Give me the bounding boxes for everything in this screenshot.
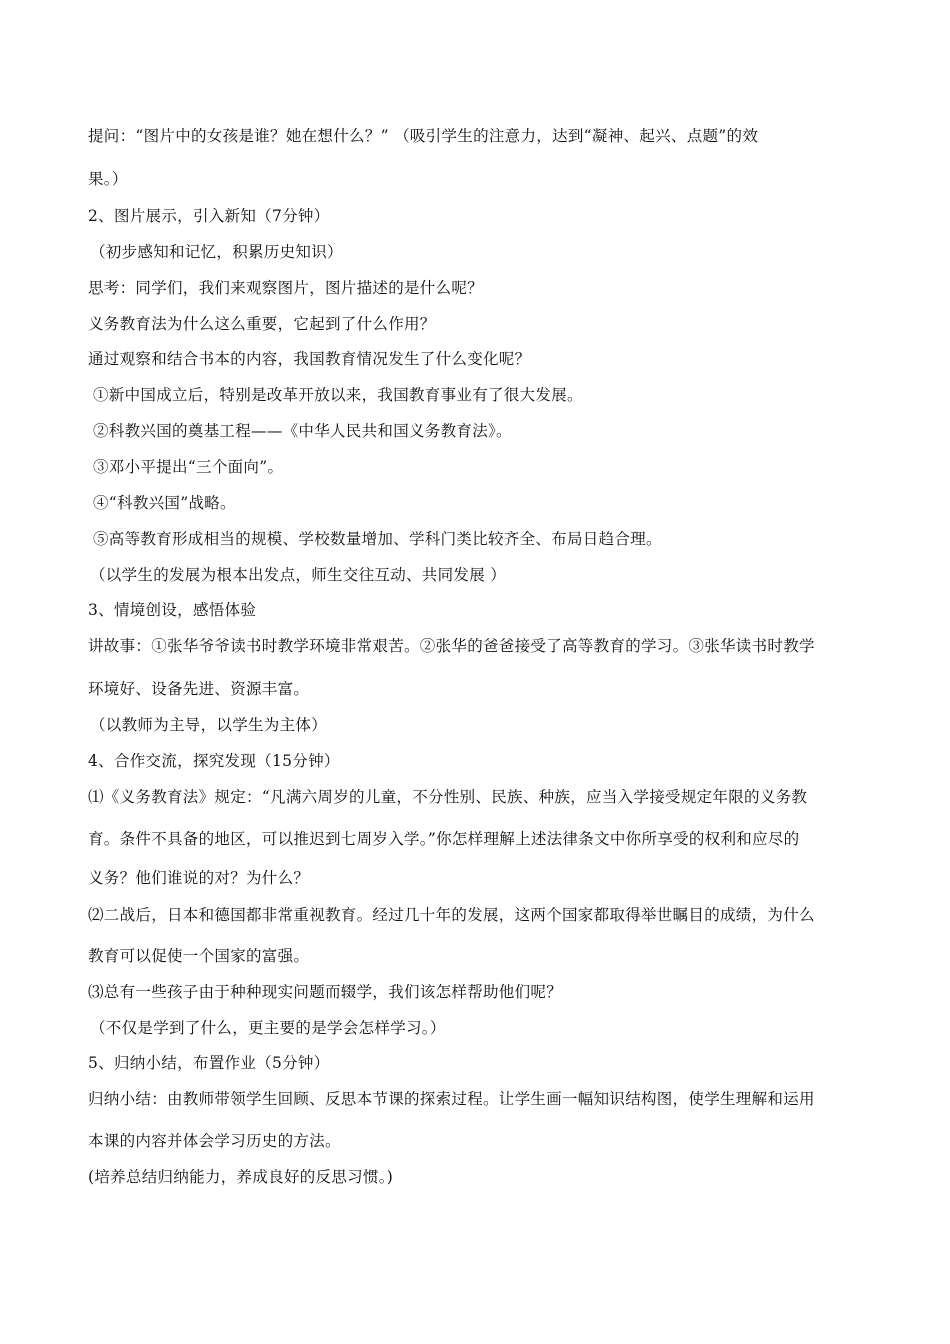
- section-heading: 5、归纳小结，布置作业（5分钟）: [88, 1054, 330, 1072]
- text-line: （不仅是学到了什么，更主要的是学会怎样学习。）: [90, 1019, 446, 1037]
- list-item: ⑤高等教育形成相当的规模、学校数量增加、学科门类比较齐全、布局日趋合理。: [93, 530, 662, 548]
- text-line: 提问：“图片中的女孩是谁？她在想什么？” （吸引学生的注意力，达到“凝神、起兴、点题”的效: [88, 127, 759, 145]
- text-line: 环境好、设备先进、资源丰富。: [88, 680, 310, 698]
- list-item: ①新中国成立后，特别是改革开放以来，我国教育事业有了很大发展。: [93, 386, 583, 404]
- text-line: （初步感知和记忆，积累历史知识）: [90, 243, 343, 261]
- text-line: （以教师为主导，以学生为主体）: [90, 716, 328, 734]
- text-line: 育。条件不具备的地区，可以推迟到七周岁入学。”你怎样理解上述法律条文中你所享受的权利和应尽的: [88, 830, 800, 848]
- text-line: 通过观察和结合书本的内容，我国教育情况发生了什么变化呢？: [88, 350, 531, 368]
- list-item: ②科教兴国的奠基工程——《中华人民共和国义务教育法》。: [93, 422, 512, 440]
- text-line: （以学生的发展为根本出发点，师生交往互动、共同发展 ）: [90, 566, 507, 584]
- text-line: ⑶总有一些孩子由于种种现实问题而辍学，我们该怎样帮助他们呢？: [88, 983, 563, 1001]
- section-heading: 4、合作交流，探究发现（15分钟）: [88, 752, 340, 770]
- text-line: ⑴《义务教育法》规定：“凡满六周岁的儿童，不分性别、民族、种族，应当入学接受规定年限的义务教: [88, 788, 808, 806]
- text-line: 义务？他们谁说的对？为什么？: [88, 869, 310, 887]
- text-line: 归纳小结：由教师带领学生回顾、反思本节课的探索过程。让学生画一幅知识结构图，使学生理解和运用: [88, 1090, 815, 1108]
- text-line: 讲故事：①张华爷爷读书时教学环境非常艰苦。②张华的爸爸接受了高等教育的学习。③张华读书时教学: [88, 637, 815, 655]
- section-heading: 2、图片展示，引入新知（7分钟）: [88, 207, 330, 225]
- text-line: 本课的内容并体会学习历史的方法。: [88, 1132, 341, 1150]
- list-item: ③邓小平提出“三个面向”。: [93, 458, 284, 476]
- text-line: 教育可以促使一个国家的富强。: [88, 947, 310, 965]
- text-line: 果。）: [88, 170, 128, 188]
- text-line: (培养总结归纳能力，养成良好的反思习惯。): [88, 1168, 394, 1186]
- text-line: ⑵二战后，日本和德国都非常重视教育。经过几十年的发展，这两个国家都取得举世瞩目的成绩，为什么: [88, 906, 815, 924]
- text-line: 义务教育法为什么这么重要，它起到了什么作用？: [88, 315, 436, 333]
- text-line: 思考：同学们，我们来观察图片，图片描述的是什么呢？: [88, 279, 484, 297]
- list-item: ④“科教兴国”战略。: [93, 494, 236, 512]
- section-heading: 3、情境创设，感悟体验: [88, 601, 257, 619]
